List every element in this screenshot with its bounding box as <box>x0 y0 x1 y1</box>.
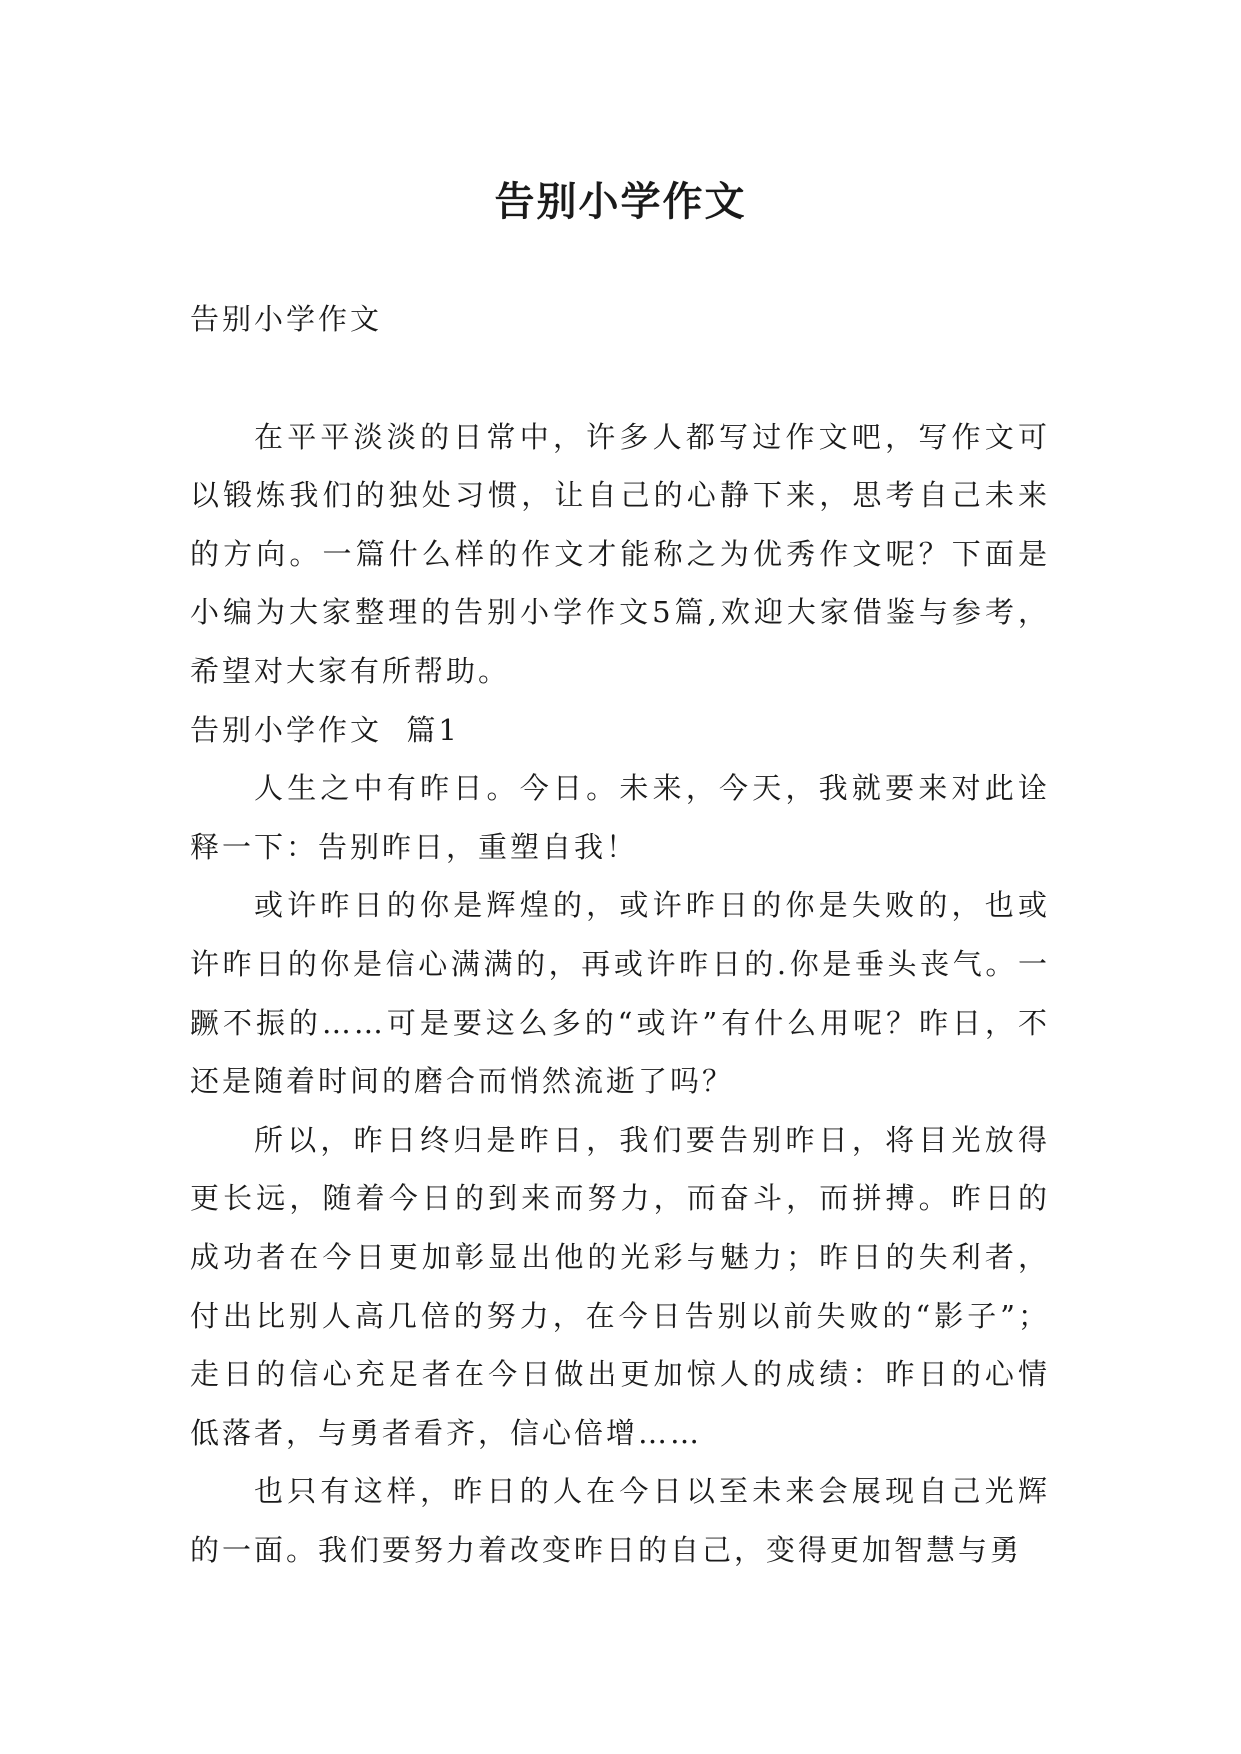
document-subtitle: 告别小学作文 <box>190 302 383 336</box>
document-body <box>190 290 1050 1579</box>
section-heading: 告别小学作文 篇1 <box>190 712 460 747</box>
body-paragraph: 人生之中有昨日。今日。未来，今天，我就要来对此诠释一下：告别昨日，重塑自我！ <box>190 771 1050 864</box>
body-paragraph: 也只有这样，昨日的人在今日以至未来会展现自己光辉的一面。我们要努力着改变昨日的自己，变得更加智慧与勇 <box>190 1474 1050 1567</box>
document-title: 告别小学作文 <box>494 177 747 225</box>
body-paragraph: 所以，昨日终归是昨日，我们要告别昨日，将目光放得更长远，随着今日的到来而努力，而奋斗，而拼搏。昨日的成功者在今日更加彰显出他的光彩与魅力；昨日的失利者，付出比别人高几倍的努力，在今日告别以前失败的“影子”；走日的信心充足者在今日做出更加惊人的成绩：昨日的心情低落者，与勇者看齐，信心倍增…… <box>190 1122 1050 1450</box>
intro-paragraph: 在平平淡淡的日常中，许多人都写过作文吧，写作文可以锻炼我们的独处习惯，让自己的心静下来，思考自己未来的方向。一篇什么样的作文才能称之为优秀作文呢？下面是小编为大家整理的告别小学作文5篇,欢迎大家借鉴与参考，希望对大家有所帮助。 <box>190 419 1050 688</box>
body-paragraph: 或许昨日的你是辉煌的，或许昨日的你是失败的，也或许昨日的你是信心满满的，再或许昨日的.你是垂头丧气。一蹶不振的……可是要这么多的“或许”有什么用呢？昨日，不还是随着时间的磨合而悄然流逝了吗？ <box>190 888 1050 1099</box>
